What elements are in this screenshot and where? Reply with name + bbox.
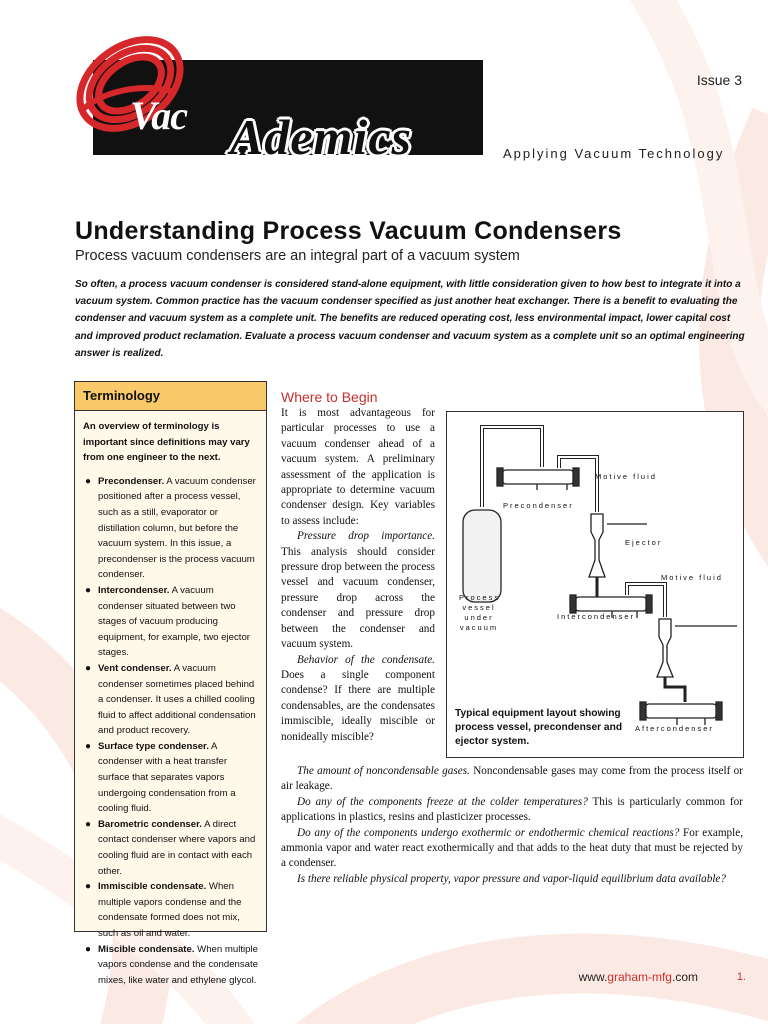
body-paragraph xyxy=(281,653,435,745)
terminology-list xyxy=(83,474,260,989)
logo-vac-text: Vac xyxy=(130,93,187,138)
question-lead: Behavior of the condensate. xyxy=(297,653,435,666)
term-name: Immiscible condensate. xyxy=(98,881,207,893)
term-definition: A direct contact condenser where vapors and cooling fluid are in contact with each other. xyxy=(98,818,256,877)
term-item xyxy=(83,879,260,941)
bullet-icon: ● xyxy=(85,740,92,752)
bullet-icon: ● xyxy=(85,662,92,674)
question-text: Does a single component condense? If there are multiple condensables, are the condensates immiscible, ideally miscible or nonideally miscible? xyxy=(281,668,435,743)
term-definition: When multiple vapors condense and the condensate formed does not mix, such as oil and water. xyxy=(98,881,242,939)
term-name: Barometric condenser. xyxy=(98,818,202,830)
bullet-icon: ● xyxy=(85,818,92,830)
bullet-icon: ● xyxy=(85,943,92,955)
terminology-intro: An overview of terminology is important since definitions may vary from one engineer to the next. xyxy=(83,421,250,464)
label-ejector: Ejector xyxy=(625,538,663,547)
label-motive-fluid-1: Motive fluid xyxy=(595,472,657,481)
question-lead: Is there reliable physical property, vapor pressure and vapor-liquid equilibrium data available? xyxy=(297,872,726,885)
page-number: 1. xyxy=(736,971,746,983)
term-definition: When multiple vapors condense and the condensate mixes, like water and ethylene glycol. xyxy=(98,943,259,986)
equipment-schematic xyxy=(447,412,743,757)
body-paragraph: It is most advantageous for particular processes to use a vacuum condenser ahead of a vacuum system. A preliminary assessment of the application is appropriate to determine vacuum condenser design. Key variables to assess include: xyxy=(281,407,435,527)
term-name: Intercondenser. xyxy=(98,584,170,596)
term-definition: A vacuum condenser situated between two stages of vacuum producing equipment, for example, two ejector stages. xyxy=(98,584,250,659)
issue-number: Issue 3 xyxy=(696,72,742,88)
article-subtitle: Process vacuum condensers are an integral part of a vacuum system xyxy=(75,248,520,264)
section-heading: Where to Begin xyxy=(281,389,378,405)
body-paragraph xyxy=(281,529,435,652)
bullet-icon: ● xyxy=(85,881,92,893)
equipment-layout-diagram xyxy=(446,411,744,758)
body-paragraph xyxy=(281,795,743,826)
label-motive-fluid-2: Motive fluid xyxy=(661,573,723,582)
label-aftercondenser: Aftercondenser xyxy=(635,724,714,733)
term-definition: A vacuum condenser sometimes placed behind a condenser. It uses a chilled cooling fluid to affect additional condensation and product recovery. xyxy=(98,662,256,737)
question-text: This is particularly common for applications in plastics, resins and plasticizer processes. xyxy=(281,795,743,824)
bullet-icon: ● xyxy=(85,475,92,487)
label-intercondenser: Intercondenser xyxy=(557,612,636,621)
tagline: Applying Vacuum Technology xyxy=(503,146,725,161)
body-paragraph xyxy=(281,764,743,795)
term-definition: A vacuum condenser positioned after a process vessel, such as a still, evaporator or distillation column, but before the vacuum system. In this issue, a precondenser is the process vacuum condenser. xyxy=(98,475,256,581)
body-full-width-text xyxy=(281,764,743,887)
term-name: Vent condenser. xyxy=(98,662,172,674)
terminology-heading: Terminology xyxy=(75,382,266,411)
question-lead: Do any of the components undergo exothermic or endothermic chemical reactions? xyxy=(297,826,680,839)
question-text: For example, ammonia vapor and water react exothermically and that adds to the heat duty that must be rejected by a condenser. xyxy=(281,826,743,870)
term-item xyxy=(83,817,260,879)
article-intro: So often, a process vacuum condenser is considered stand-alone equipment, with little consideration given to how best to integrate it into a vacuum system. Common practice has the vacuum condenser specified as just another heat exchanger. There is a benefit to evaluating the condenser and vacuum system as a complete unit. The benefits are reduced operating cost, less environmental impact, lower capital cost and improved product reclamation. Evaluate a process vacuum condenser and vacuum system as a complete unit so an optimal engineering answer is realized. xyxy=(75,279,745,359)
question-lead: Do any of the components freeze at the colder temperatures? xyxy=(297,795,588,808)
footer-website-link[interactable]: www.graham-mfg.com xyxy=(578,970,698,984)
question-lead: The amount of noncondensable gases. xyxy=(297,765,470,777)
term-name: Miscible condensate. xyxy=(98,943,195,955)
term-item xyxy=(83,739,260,817)
term-item xyxy=(83,661,260,739)
question-lead: Pressure drop importance. xyxy=(297,530,435,543)
term-definition: A condenser with a heat transfer surface that separates vapors undergoing condensation from a cooling fluid. xyxy=(98,740,236,815)
term-item xyxy=(83,942,260,989)
bullet-icon: ● xyxy=(85,584,92,596)
terminology-box xyxy=(74,381,267,986)
question-text: Noncondensable gases may come from the process itself or air leakage. xyxy=(281,765,744,793)
diagram-caption: Typical equipment layout showing process vessel, precondenser and ejector system. xyxy=(455,708,623,747)
label-precondenser: Precondenser xyxy=(503,501,574,510)
body-column-text xyxy=(281,406,435,745)
question-text: This analysis should consider pressure drop between the process vessel and vacuum condenser, pressure drop across the condenser and pressure drop between the condenser and vacuum system. xyxy=(281,545,435,651)
term-name: Surface type condenser. xyxy=(98,740,209,752)
term-item xyxy=(83,583,260,661)
body-paragraph xyxy=(281,872,743,887)
article-title: Understanding Process Vacuum Condensers xyxy=(75,217,622,245)
term-item xyxy=(83,474,260,583)
body-paragraph xyxy=(281,826,743,872)
label-process-vessel: Process vessel under vacuum xyxy=(459,593,501,632)
term-name: Precondenser. xyxy=(98,475,165,487)
logo-ademics-text: Ademics xyxy=(230,109,412,165)
